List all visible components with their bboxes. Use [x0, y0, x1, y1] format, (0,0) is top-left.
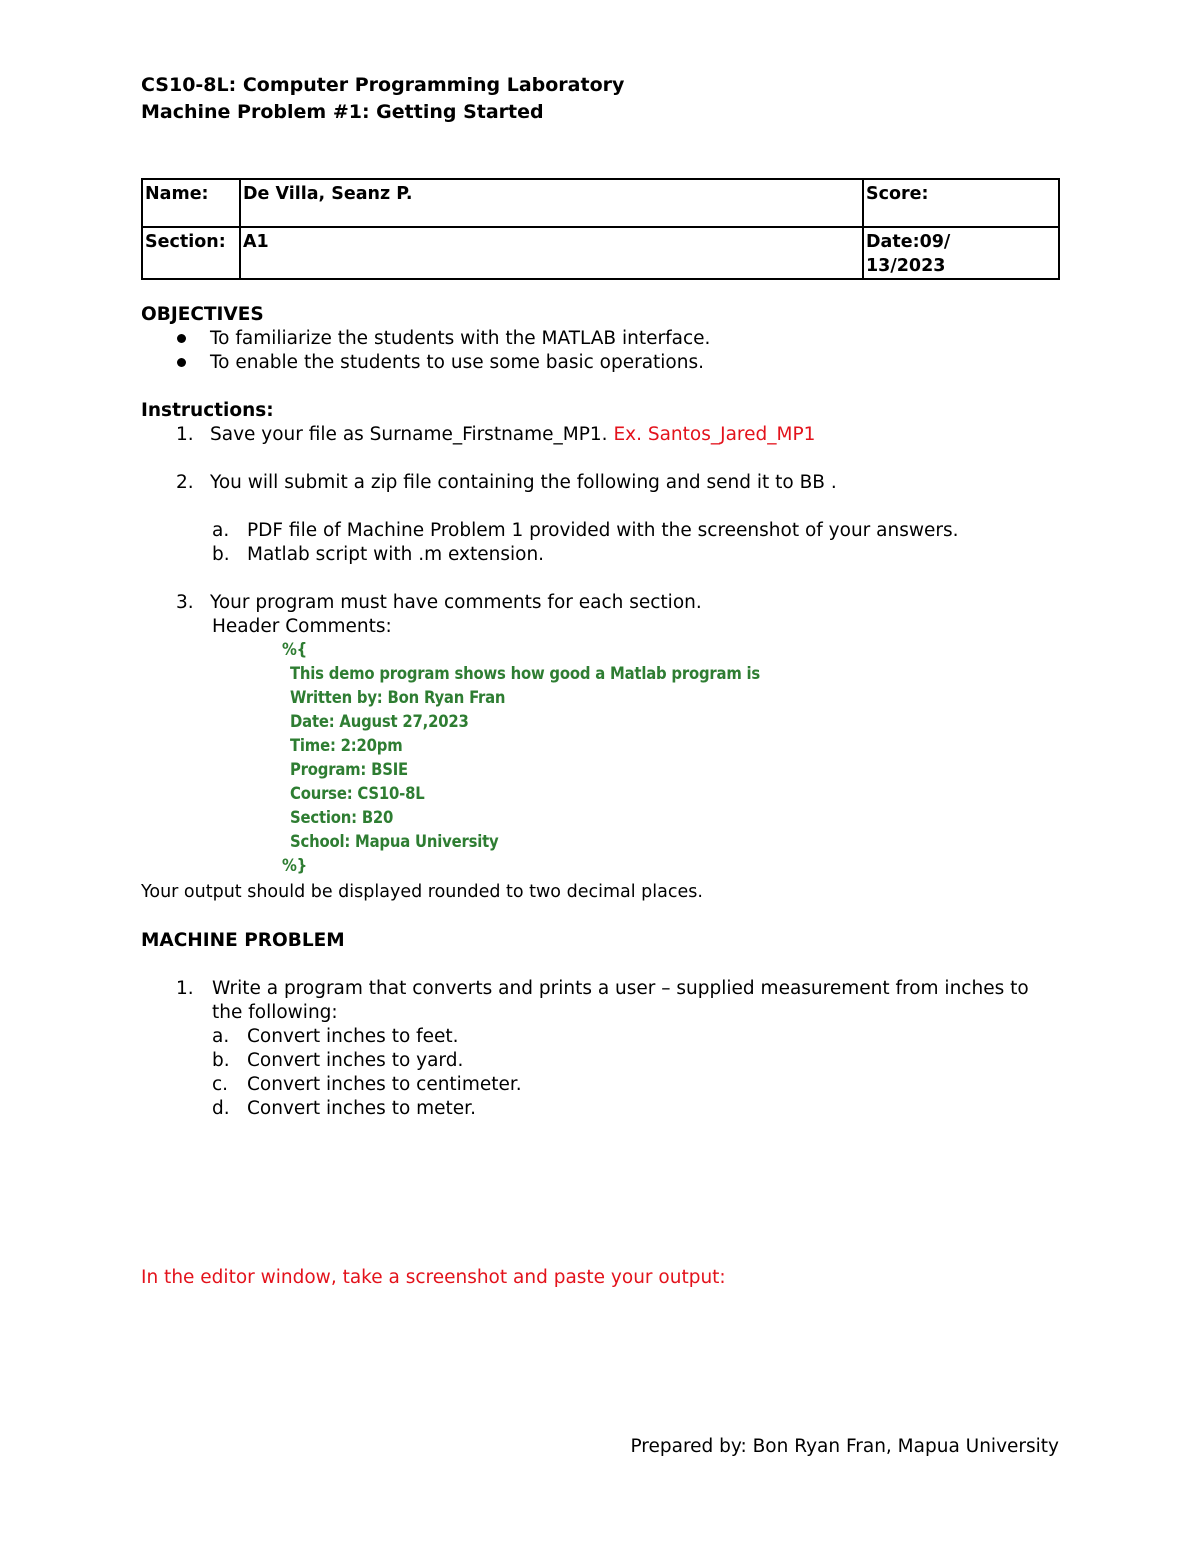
objectives-heading: OBJECTIVES [141, 304, 264, 325]
bullet-icon [177, 358, 186, 367]
name-label: Name: [142, 179, 240, 227]
comment-line: Written by: Bon Ryan Fran [290, 688, 506, 707]
task-item: Convert inches to feet. [247, 1026, 459, 1047]
list-letter: d. [212, 1098, 230, 1119]
list-letter: a. [212, 520, 230, 541]
name-value: De Villa, Seanz P. [240, 179, 863, 227]
comment-line: This demo program shows how good a Matlab program is [290, 664, 761, 683]
comment-line: School: Mapua University [290, 832, 499, 851]
score-label: Score: [863, 179, 1059, 227]
task-item: Convert inches to meter. [247, 1098, 476, 1119]
list-letter: b. [212, 1050, 230, 1071]
instruction-item: Your program must have comments for each section. [210, 592, 702, 613]
section-value: A1 [240, 227, 863, 279]
course-title: CS10-8L: Computer Programming Laboratory [141, 74, 625, 96]
instructions-heading: Instructions: [141, 400, 274, 421]
date-label: Date:09/ [866, 232, 951, 252]
student-info-table [141, 178, 1060, 280]
list-number: 1. [176, 978, 194, 999]
problem-statement-line: Write a program that converts and prints a user – supplied measurement from inches to [212, 978, 1029, 999]
prepared-by: Prepared by: Bon Ryan Fran, Mapua University [630, 1436, 1059, 1457]
list-letter: c. [212, 1074, 229, 1095]
list-number: 2. [176, 472, 194, 493]
sub-item: PDF file of Machine Problem 1 provided with the screenshot of your answers. [247, 520, 959, 541]
objective-item: To familiarize the students with the MATLAB interface. [210, 328, 711, 349]
date-cell [863, 227, 1059, 279]
instruction-item: You will submit a zip file containing the following and send it to BB . [210, 472, 837, 493]
comment-line: Program: BSIE [290, 760, 408, 779]
output-note: Your output should be displayed rounded to two decimal places. [141, 882, 703, 902]
table-row [142, 179, 1059, 227]
task-item: Convert inches to yard. [247, 1050, 464, 1071]
bullet-icon [177, 334, 186, 343]
editor-note: In the editor window, take a screenshot and paste your output: [141, 1267, 726, 1288]
instruction-text: Save your file as Surname_Firstname_MP1. [210, 424, 608, 445]
section-label: Section: [142, 227, 240, 279]
date-value: 13/2023 [866, 256, 946, 276]
comment-line: Date: August 27,2023 [290, 712, 469, 731]
sub-item: Matlab script with .m extension. [247, 544, 545, 565]
list-number: 3. [176, 592, 194, 613]
task-item: Convert inches to centimeter. [247, 1074, 522, 1095]
instruction-item [210, 423, 815, 447]
header-comments-label: Header Comments: [212, 616, 392, 637]
comment-line: Time: 2:20pm [290, 736, 403, 755]
problem-statement-line: the following: [212, 1002, 338, 1023]
comment-line: %{ [282, 640, 308, 659]
problem-title: Machine Problem #1: Getting Started [141, 101, 544, 123]
list-letter: a. [212, 1026, 230, 1047]
objective-item: To enable the students to use some basic operations. [210, 352, 704, 373]
list-letter: b. [212, 544, 230, 565]
table-row [142, 227, 1059, 279]
comment-line: Section: B20 [290, 808, 394, 827]
filename-example: Ex. Santos_Jared_MP1 [613, 424, 816, 445]
comment-line: Course: CS10-8L [290, 784, 425, 803]
comment-line: %} [282, 856, 308, 875]
list-number: 1. [176, 424, 194, 445]
machine-problem-heading: MACHINE PROBLEM [141, 930, 345, 951]
